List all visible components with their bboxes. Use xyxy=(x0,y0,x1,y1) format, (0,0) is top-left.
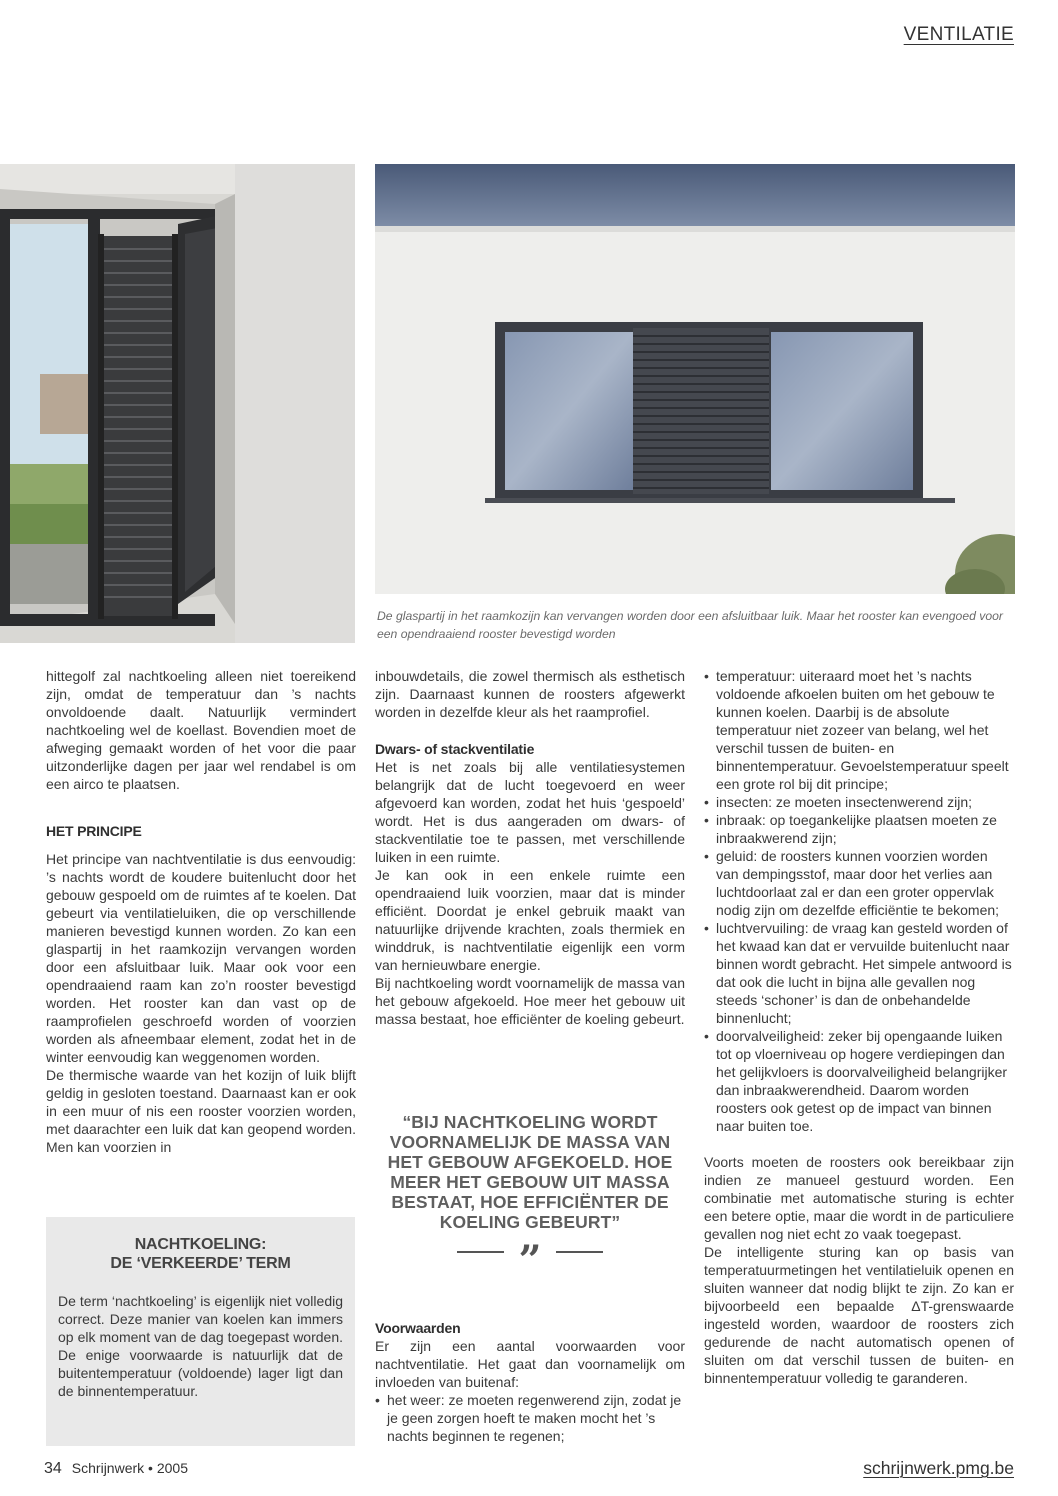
section-heading: Voorwaarden xyxy=(375,1320,461,1336)
section-heading: Dwars- of stackventilatie xyxy=(375,741,535,757)
quote-mark-icon: ” xyxy=(518,1237,542,1284)
photo-caption: De glaspartij in het raamkozijn kan vervangen worden door een afsluitbaar luik. Maar het rooster kan evengoed voor een opendraaiend rooster bevestigd worden xyxy=(377,609,1003,641)
page-number: 34 xyxy=(44,1460,62,1477)
paragraph: Je kan ook in een enkele ruimte een opendraaiend luik voorzien, maar dat is minder efficiënt. Doordat je enkel gebruik maakt van natuurlijke drijvende krachten, zoals thermiek en winddruk, is nachtventilatie eigenlijk een vorm van hernieuwbare energie. xyxy=(375,867,685,973)
list-item: • luchtvervuiling: de vraag kan gesteld worden of het kwaad kan dat er vervuilde buitenlucht naar binnen wordt gebracht. Het simpele antwoord is dat ook die lucht in bijna alle gevallen nog steeds ‘schoner’ is dan de onbehandelde binnenlucht; xyxy=(704,919,1014,1027)
paragraph: Het principe van nachtventilatie is dus eenvoudig: ’s nachts wordt de koudere buitenlucht door het gebouw gespoeld om de ruimtes af te koelen. Dat gebeurt via ventilatieluiken, die op verschillende manieren bevestigd kunnen worden. Zo kan een glaspartij in het raamkozijn vervangen worden door een afsluitbaar luik. Maar ook voor een opendraaiend raam kan zo’n rooster bevestigd worden. Het rooster kan dan vast op de raamprofielen geschroefd worden of voorzien worden als afneembaar element, zodat het in de winter eenvoudig kan weggenomen worden. xyxy=(46,851,356,1065)
paragraph: De intelligente sturing kan op basis van temperatuurmetingen het ventilatieluik openen en sluiten wanneer dat nodig blijkt te zijn. Zo kan er bijvoorbeeld een bepaalde ΔT-grenswaarde ingesteld worden, waardoor de roosters zich gedurende de nacht automatisch openen of sluiten om dat verschil tussen de buiten- en binnentemperatuur volledig te garanderen. xyxy=(704,1244,1014,1386)
conditions-list xyxy=(704,667,1014,1135)
conditions-list xyxy=(375,1391,685,1445)
divider xyxy=(556,1251,603,1253)
photo-interior-shutter xyxy=(0,164,355,643)
column-1 xyxy=(46,667,356,1156)
sidebar-box xyxy=(46,1217,355,1446)
column-2-bottom xyxy=(375,1319,685,1445)
sidebar-title-line: DE ‘VERKEERDE’ TERM xyxy=(110,1255,291,1272)
paragraph: inbouwdetails, die zowel thermisch als esthetisch zijn. Daarnaast kunnen de roosters afgewerkt worden in dezelfde kleur als het raamprofiel. xyxy=(375,668,685,720)
paragraph: De thermische waarde van het kozijn of luik blijft geldig in gesloten toestand. Daarnaast kan er ook in een muur of nis een rooster voorzien worden, met daarachter een luik dat kan geopend worden. Men kan voorzien in xyxy=(46,1067,356,1155)
paragraph: Het is net zoals bij alle ventilatiesystemen belangrijk dat de lucht toegevoerd en weer afgevoerd kan worden, zodat het huis ‘gespoeld’ wordt. Het is dus aangeraden om dwars- of stackventilatie toe te passen, met verschillende luiken in een ruimte. xyxy=(375,759,685,865)
section-heading: HET PRINCIPE xyxy=(46,823,142,839)
section-label: VENTILATIE xyxy=(903,24,1014,45)
pull-quote: “BIJ NACHTKOELING WORDT VOORNAMELIJK DE MASSA VAN HET GEBOUW AFGEKOELD. HOE MEER HET GEBOUW UIT MASSA BESTAAT, HOE EFFICIËNTER DE KOELING GEBEURT” xyxy=(387,1112,673,1232)
paragraph: Er zijn een aantal voorwaarden voor nachtventilatie. Het gaat dan voornamelijk om invloeden van buitenaf: xyxy=(375,1338,685,1390)
photo-facade-window xyxy=(375,164,1015,594)
sidebar-body: De term ‘nachtkoeling’ is eigenlijk niet volledig correct. Deze manier van koelen kan immers op elk moment van de dag toegepast worden. De enige voorwaarde is natuurlijk dat de buitentemperatuur (voldoende) lager ligt dan de binnentemperatuur. xyxy=(58,1293,343,1399)
footer-left xyxy=(44,1460,188,1478)
list-item: • inbraak: op toegankelijke plaatsen moeten ze inbraakwerend zijn; xyxy=(704,811,1014,847)
list-item: • temperatuur: uiteraard moet het ’s nachts voldoende afkoelen buiten om het gebouw te kunnen koelen. Daarbij is de absolute temperatuur niet zozeer van belang, wel het verschil tussen de buiten- en binnentemperatuur. Gevoelstemperatuur speelt een grote rol bij dit principe; xyxy=(704,667,1014,793)
paragraph: Bij nachtkoeling wordt voornamelijk de massa van het gebouw afgekoeld. Hoe meer het gebouw uit massa bestaat, hoe efficiënter de koeling gebeurt. xyxy=(375,975,685,1027)
paragraph: hittegolf zal nachtkoeling alleen niet toereikend zijn, omdat de temperatuur dan ’s nachts onvoldoende daalt. Natuurlijk vermindert nachtkoeling wel de koellast. Bovendien moet de afweging gemaakt worden of het voor die paar uitzonderlijke dagen per jaar wel rendabel is om een airco te plaatsen. xyxy=(46,668,356,792)
sidebar-title-line: NACHTKOELING: xyxy=(134,1236,267,1253)
quote-mark-ornament xyxy=(375,1232,685,1284)
publication-name: Schrijnwerk • 2005 xyxy=(71,1460,188,1476)
column-2 xyxy=(375,667,685,1028)
list-item: • het weer: ze moeten regenwerend zijn, zodat je je geen zorgen hoeft te maken mocht het ’s nachts beginnen te regenen; xyxy=(375,1391,685,1445)
paragraph: Voorts moeten de roosters ook bereikbaar zijn indien ze manueel gestuurd worden. Een combinatie met automatische sturing is echter een betere optie, maar die wordt in de particuliere gevallen nog niet echt zo vaak toegepast. xyxy=(704,1154,1014,1242)
website-link[interactable]: schrijnwerk.pmg.be xyxy=(863,1458,1014,1478)
divider xyxy=(457,1251,504,1253)
list-item: • geluid: de roosters kunnen voorzien worden van dempingsstof, maar door het verlies aan luchtdoorlaat zal er dan een groter oppervlak nodig zijn om dezelfde efficiëntie te bekomen; xyxy=(704,847,1014,919)
column-3 xyxy=(704,667,1014,1387)
list-item: • insecten: ze moeten insectenwerend zijn; xyxy=(704,793,1014,811)
list-item: • doorvalveiligheid: zeker bij opengaande luiken tot op vloerniveau op hogere verdiepingen dan het gelijkvloers is doorvalveiligheid belangrijker dan inbraakwerendheid. Daarom worden roosters ook getest op de impact van binnen naar buiten toe. xyxy=(704,1027,1014,1135)
sidebar-title xyxy=(58,1235,343,1273)
